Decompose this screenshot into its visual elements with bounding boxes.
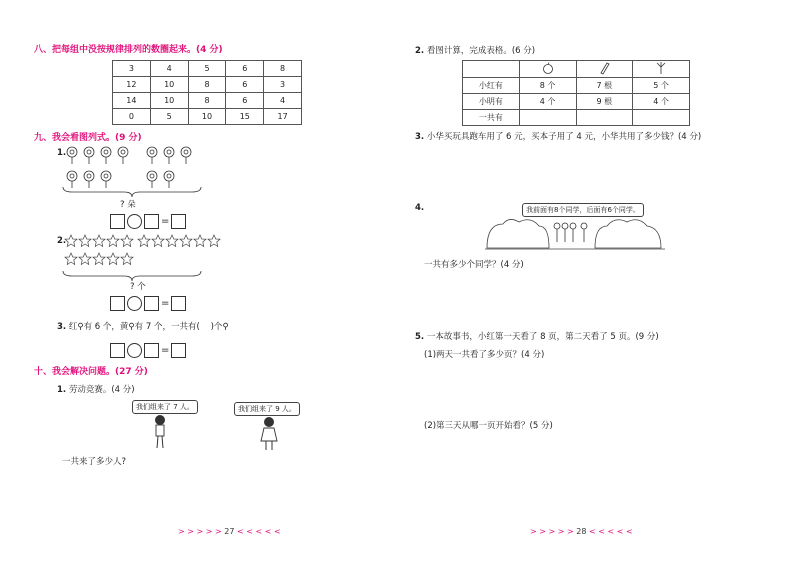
table-row [463,110,690,126]
speech-bubble-boy: 我们组来了 7 人。 [132,400,198,414]
operator-circle[interactable] [127,296,142,311]
q3-equation: = [110,340,186,359]
count-table [462,60,690,126]
lollipop-icon: ⚲ [128,322,135,332]
number-cell[interactable]: 3 [113,61,151,77]
number-cell[interactable]: 8 [264,61,302,77]
r-q3-label: 3. 小华买玩具跑车用了 6 元，买本子用了 4 元，小华共用了多少钱？(4 分) [415,132,702,142]
r-q4-number: 4. [415,203,425,213]
number-cell[interactable]: 12 [113,77,151,93]
answer-box[interactable] [144,296,159,311]
value-cell: 8 个 [519,78,576,94]
number-cell[interactable]: 8 [188,93,226,109]
value-cell: 7 根 [576,78,633,94]
flower-icon [655,61,667,75]
boy-icon [150,414,170,450]
table-row [113,109,302,125]
queue-scene-icon [485,212,665,252]
answer-box[interactable] [171,343,186,358]
q1-equation: = [110,211,186,230]
number-cell[interactable]: 14 [113,93,151,109]
answer-box[interactable] [144,343,159,358]
number-cell[interactable]: 10 [150,93,188,109]
r-q5-sub2: (2)第三天从哪一页开始看？(5 分) [424,421,553,431]
value-cell[interactable] [576,110,633,126]
number-cell[interactable]: 4 [150,61,188,77]
answer-box[interactable] [171,214,186,229]
table-row [113,93,302,109]
number-cell[interactable]: 6 [226,77,264,93]
girl-icon [258,416,280,452]
r-q2-label: 2. 看图计算，完成表格。(6 分) [415,46,536,56]
table-row [463,78,690,94]
page-footer-28: > > > > > 28 < < < < < [530,527,633,536]
table-row [113,77,302,93]
table-row [113,61,302,77]
number-cell[interactable]: 4 [264,93,302,109]
number-cell[interactable]: 8 [188,77,226,93]
pattern-table [112,60,302,125]
r-q5-sub1: (1)两天一共看了多少页？(4 分) [424,350,545,360]
q1-answer-label: ? 朵 [120,200,136,210]
lollipop-icon: ⚲ [222,322,229,332]
answer-box[interactable] [110,343,125,358]
q2-number: 2. [57,236,67,246]
value-cell[interactable] [519,110,576,126]
star-icons [64,232,224,272]
section-9-title: 九、我会看图列式。(9 分) [34,133,142,143]
pencil-icon [598,61,610,75]
operator-circle[interactable] [127,214,142,229]
answer-box[interactable] [144,214,159,229]
q2-equation: = [110,293,186,312]
apple-icon [542,62,554,74]
operator-circle[interactable] [127,343,142,358]
number-cell[interactable]: 3 [264,77,302,93]
answer-box[interactable] [110,296,125,311]
answer-box[interactable] [171,296,186,311]
row-label-cell: 小红有 [463,78,520,94]
number-cell[interactable]: 5 [150,109,188,125]
q2-answer-label: ? 个 [130,282,146,292]
value-cell: 5 个 [633,78,690,94]
speech-bubble-girl: 我们组来了 9 人。 [234,402,300,416]
lollipop-icon: ⚲ [77,322,84,332]
value-cell: 4 个 [633,94,690,110]
row-label-cell: 一共有 [463,110,520,126]
r-q5-label: 5. 一本故事书，小红第一天看了 8 页，第二天看了 5 页。(9 分) [415,332,659,342]
number-cell[interactable]: 17 [264,109,302,125]
number-cell[interactable]: 10 [188,109,226,125]
sec10-q1-label: 1. 劳动竞赛。(4 分) [57,385,135,395]
q3-text: 3. 红⚲有 6 个，黄⚲有 7 个，一共有( )个⚲ [57,322,229,332]
section-10-title: 十、我会解决问题。(27 分) [34,367,148,377]
flower-icons [64,142,204,192]
speech-bubble-line: 我前面有8个同学，后面有6个同学。 [522,203,644,217]
number-cell[interactable]: 6 [226,93,264,109]
brace-1 [62,186,202,198]
r-q4-question: 一共有多少个同学？(4 分) [424,260,524,270]
page-footer-27: > > > > > 27 < < < < < [178,527,281,536]
value-cell: 9 根 [576,94,633,110]
q1-number: 1. [57,148,67,158]
answer-box[interactable] [110,214,125,229]
value-cell[interactable] [633,110,690,126]
number-cell[interactable]: 5 [188,61,226,77]
number-cell[interactable]: 10 [150,77,188,93]
number-cell[interactable]: 0 [113,109,151,125]
sec10-q1-question: 一共来了多少人? [62,457,127,467]
number-cell[interactable]: 6 [226,61,264,77]
table-row [463,94,690,110]
section-8-title: 八、把每组中没按规律排列的数圈起来。(4 分) [34,45,223,55]
row-label-cell: 小明有 [463,94,520,110]
value-cell: 4 个 [519,94,576,110]
number-cell[interactable]: 15 [226,109,264,125]
